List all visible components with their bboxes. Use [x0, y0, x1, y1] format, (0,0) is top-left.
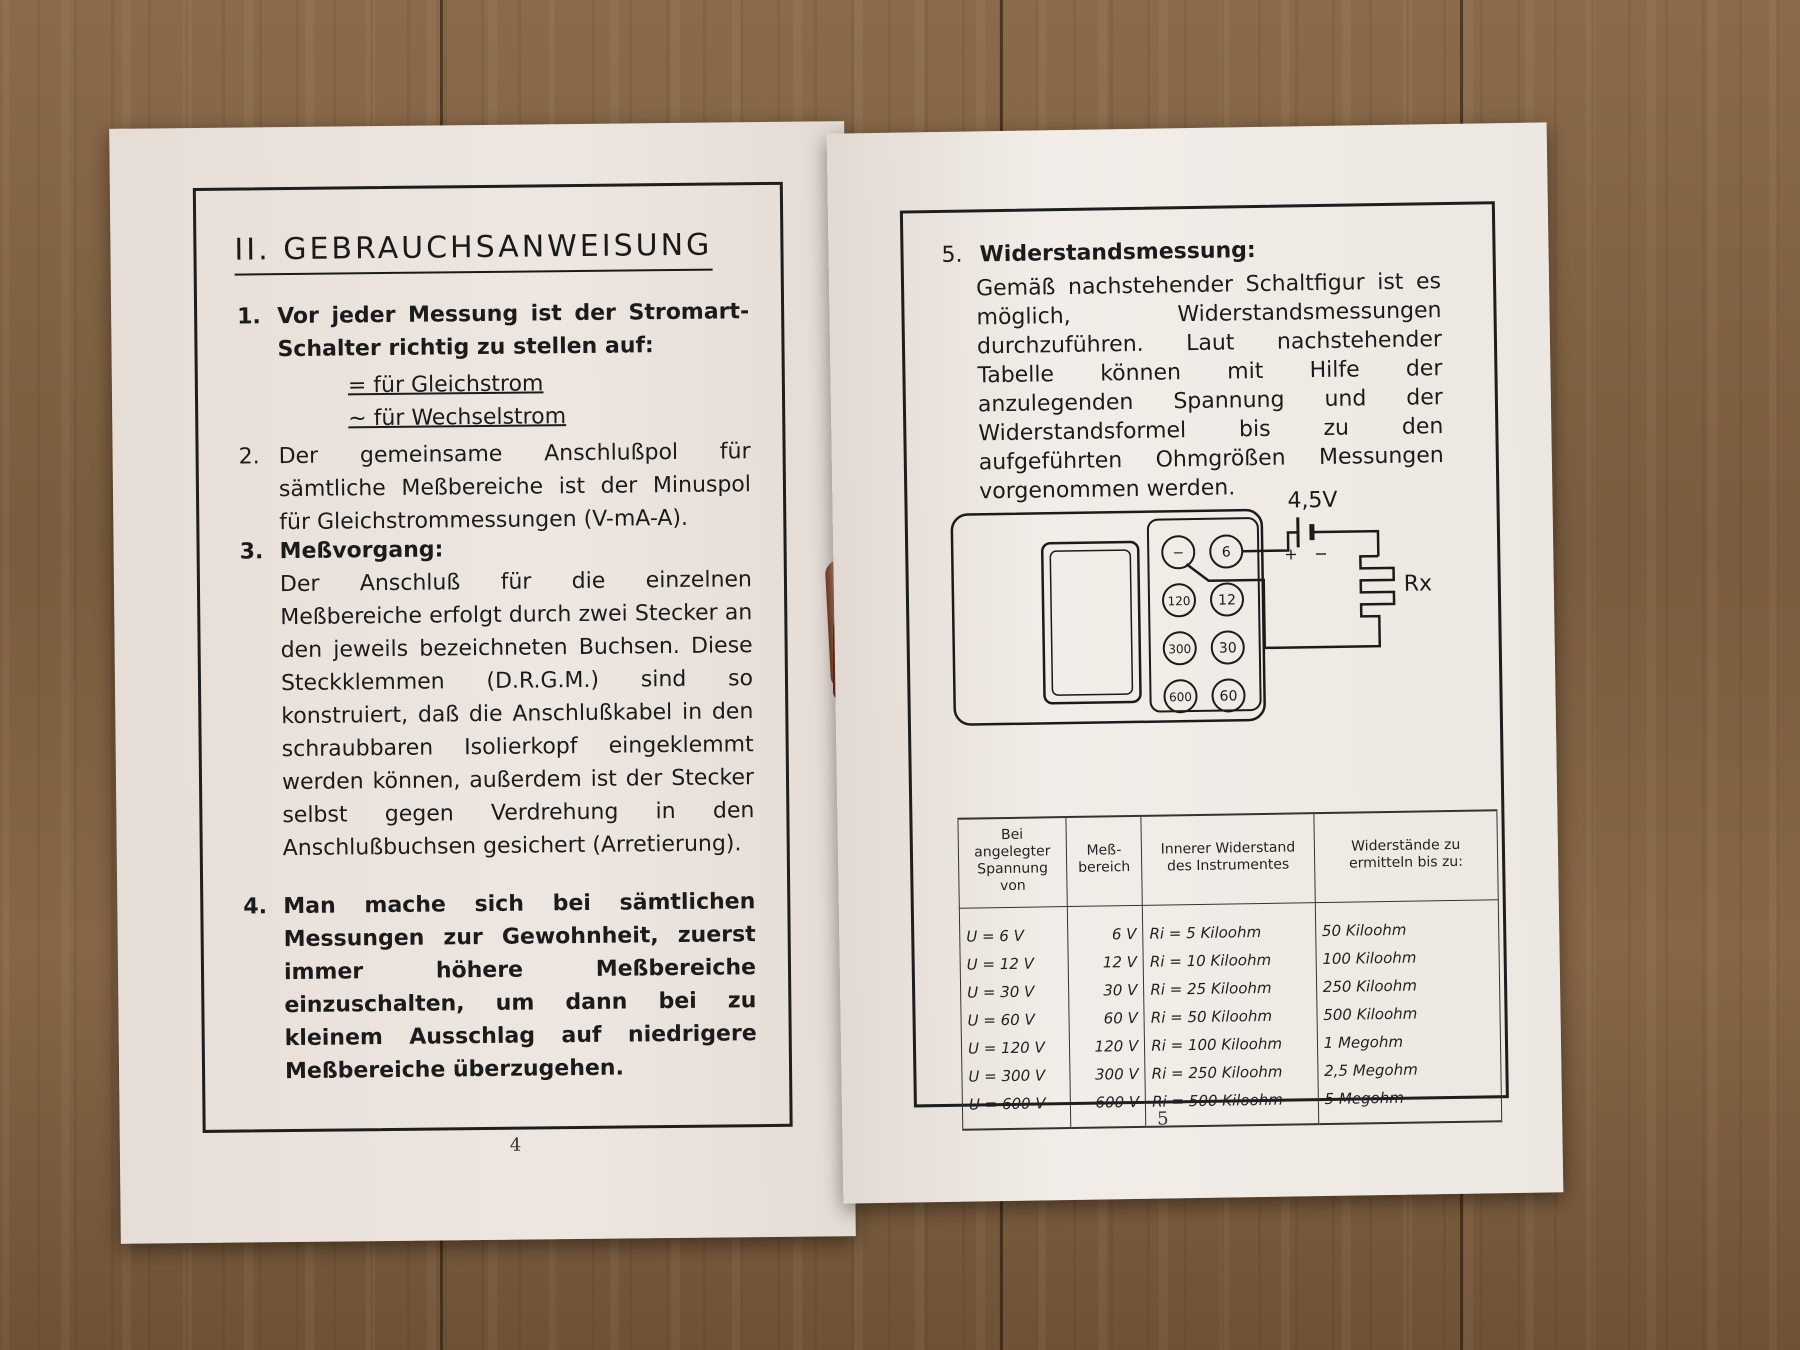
item-number: 2. — [238, 444, 260, 470]
item-title: Widerstandsmessung: — [979, 237, 1256, 268]
terminal-label: 600 — [1168, 690, 1193, 705]
table-cell: U = 60 V — [961, 1005, 1069, 1035]
table-cell: Ri = 500 Kiloohm — [1145, 1085, 1318, 1127]
table-cell: Ri = 25 Kiloohm — [1144, 973, 1317, 1004]
table-cell: 30 V — [1068, 976, 1144, 1005]
section-heading: II. GEBRAUCHSANWEISUNG — [234, 228, 712, 276]
resistance-text: Gemäß nachstehender Schaltfigur ist es möglich, Widerstandsmessungen durchzuführen. Laut nachstehender Tabelle können mit Hilfe der anzulegenden Spannung und der Widerstandsformel bis zu den aufgeführten Ohmgrößen Messungen vorgenommen werden. — [975, 269, 1444, 505]
item-text: Der gemeinsame Anschlußpol für sämtliche Meßbereiche ist der Minuspol für Gleichstrommessungen (V-mA-A). — [278, 439, 752, 536]
column-header: Innerer Widerstand des Instrumentes — [1141, 813, 1315, 905]
terminal-label: 120 — [1167, 594, 1191, 609]
item-number: 1. — [237, 304, 261, 330]
table-row — [962, 1082, 1502, 1129]
item-text: Der Anschluß für die einzelnen Meßbereiche erfolgt durch zwei Stecker an den jeweils bezeichneten Buchsen. Diese Steckklemmen (D.R.G.M.) sind so konstruiert, daß die Anschlußkabel in den schraubbaren Isolierkopf eingeklemmt werden können, außerdem ist der Stecker selbst gegen Verdrehung in den Anschlußbuchsen gesichert (Arretierung). — [279, 567, 755, 862]
table-cell: Ri = 50 Kiloohm — [1144, 1001, 1317, 1032]
left-page — [109, 121, 856, 1244]
terminal-label: 300 — [1168, 642, 1192, 657]
table-cell: Ri = 10 Kiloohm — [1143, 945, 1316, 976]
battery-plus-label: + — [1284, 544, 1298, 564]
table-cell: 2,5 Megohm — [1317, 1054, 1501, 1085]
table-cell: U = 120 V — [961, 1033, 1069, 1063]
item-number: 3. — [239, 539, 264, 565]
battery-voltage-label: 4,5V — [1287, 487, 1338, 514]
table-cell: 300 V — [1070, 1060, 1146, 1089]
table-cell: U = 12 V — [960, 949, 1068, 979]
table-cell: Ri = 100 Kiloohm — [1145, 1029, 1318, 1060]
table-cell: 120 V — [1069, 1032, 1145, 1061]
battery-minus-label: − — [1314, 543, 1328, 564]
terminal-panel — [1148, 518, 1261, 712]
column-header: Bei angelegter Spannung von — [958, 817, 1067, 908]
column-header: Meß-bereich — [1066, 816, 1143, 907]
terminal-label: 12 — [1217, 592, 1237, 609]
page-number: 5 — [1156, 1108, 1169, 1130]
item-number: 4. — [243, 894, 268, 920]
table-cell: 1 Megohm — [1317, 1026, 1501, 1057]
table-cell: 50 Kiloohm — [1315, 900, 1499, 945]
table-cell: Ri = 250 Kiloohm — [1145, 1057, 1318, 1088]
instruction-item-4 — [243, 885, 757, 1088]
terminal-label: 6 — [1221, 544, 1231, 561]
circuit-diagram — [947, 485, 1433, 732]
table-cell: U = 6 V — [959, 907, 1067, 951]
table-cell: 600 V — [1070, 1088, 1146, 1128]
current-option-ac: ~ für Wechselstrom — [348, 404, 567, 432]
table-cell: U = 300 V — [962, 1061, 1070, 1091]
current-options — [348, 366, 653, 435]
terminal-label: 60 — [1219, 688, 1238, 705]
table-cell: 5 Megohm — [1318, 1082, 1502, 1124]
table-cell: 60 V — [1069, 1004, 1145, 1033]
terminal-label: 30 — [1218, 640, 1237, 657]
terminal-label: − — [1172, 545, 1185, 562]
item-title: Meßvorgang: — [279, 537, 444, 565]
instruction-item-3 — [239, 530, 754, 865]
table-cell: 6 V — [1067, 905, 1143, 949]
resistor-label: Rx — [1403, 571, 1433, 597]
item-text: Vor jeder Messung ist der Stromart-Schalter richtig zu stellen auf: — [277, 299, 750, 363]
resistance-heading — [941, 238, 1256, 268]
meter-window-inner — [1050, 550, 1132, 695]
table-header-row — [958, 810, 1498, 908]
table-cell: Ri = 5 Kiloohm — [1143, 903, 1316, 948]
table-cell: 12 V — [1068, 948, 1144, 977]
table-cell: 500 Kiloohm — [1317, 998, 1501, 1029]
table-cell: U = 600 V — [962, 1089, 1070, 1130]
resistance-table — [957, 809, 1502, 1130]
table-cell: 250 Kiloohm — [1316, 970, 1500, 1001]
column-header: Widerstände zu ermitteln bis zu: — [1314, 810, 1499, 902]
page-number: 4 — [509, 1134, 522, 1156]
table-cell: U = 30 V — [960, 977, 1068, 1007]
instruction-item-1 — [237, 295, 750, 366]
right-page-frame — [900, 201, 1509, 1114]
meter-window-outer — [1042, 542, 1141, 703]
instruction-item-2 — [238, 435, 751, 539]
item-number: 5. — [941, 242, 963, 268]
left-page-frame — [193, 182, 793, 1133]
current-option-dc: = für Gleichstrom — [347, 371, 544, 399]
resistor-rx — [1360, 556, 1394, 627]
item-text: Man mache sich bei sämtlichen Messungen zur Gewohnheit, zuerst immer höhere Meßbereiche einzuschalten, um dann bei zu kleinem Ausschlag auf niedrigere Meßbereiche überzugehen. — [283, 889, 757, 1085]
table-cell: 100 Kiloohm — [1316, 942, 1500, 973]
right-page — [827, 122, 1564, 1203]
